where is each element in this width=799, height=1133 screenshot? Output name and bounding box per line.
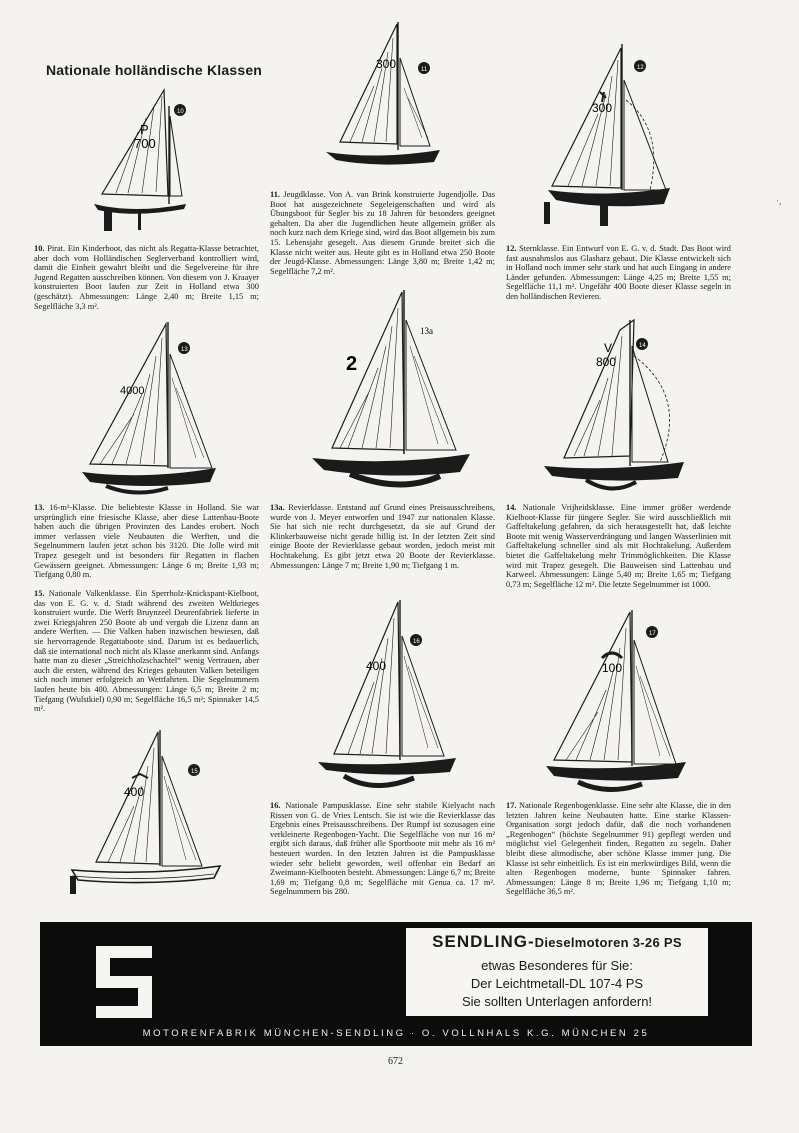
boat-number-badge: 15 — [191, 769, 198, 775]
sail-number: 400 — [124, 785, 145, 799]
description-14: 14. Nationale Vrijheidsklasse. Eine immer größer werdende Kielboot-Klasse für jüngere Segler. Sie wird ausschließlich mit Gaffeltakelung gefahren, da sich herausgestellt hat, daß leichte Boote mit wenig Wasserverdrängung und langen Wasserlinien mit Gaffeltakelung schneller sind als mit Hochtakelung. Außerdem bietet die Gaffeltakelung mehr Trimmöglichkeiten. Die Klasse wird mit Trapez gesegelt. Die Bauweisen sind Lattenbau und Karweel. Abmessungen: Länge 5,40 m; Breite 1,65 m; Tiefgang 0,73 m; Segelfläche 12 m². Die letzte Segelnummer ist 1000. — [506, 503, 732, 589]
ad-line-1: etwas Besonderes für Sie: — [481, 958, 633, 973]
sail-number: 100 — [602, 661, 623, 675]
sail-number: 2 — [346, 353, 358, 375]
description-15: 15. Nationale Valkenklasse. Ein Sperrholz-Knickspant-Kielboot, das von E. G. v. d. Stadt während des zweiten Weltkrieges konstruiert wurde. Die Werft Bruynzeel Deurenfabriek lieferte in zwei Kriegsjahren 250 Boote ab und vergab die Lizenz dann an andere Werften. — Die Valken haben inzwischen bewiesen, daß sie hervorragende Regattaboote sind. Darum ist es bedauerlich, daß sie international noch nicht als Klasse anerkannt sind. Anfangs hatte man zu dieser „Streichholzschachtel“ wenig Vertrauen, aber auch die ersten, während des Krieges gebauten Valken beteiligen sich noch immer erfolgreich an Wettfahrten. Die Segelnummern laufen heute bis 400. Abmessungen: Länge 6,5 m; Breite 2 m; Tiefgang (Wulstkiel) 0,90 m; Segelfläche 16,5 m²; Spinnaker 14,5 m². — [34, 589, 259, 714]
boat-number-badge: 17 — [649, 631, 656, 637]
boat-number-badge: 14 — [639, 343, 646, 349]
description-13a: 13a. Revierklasse. Entstand auf Grund eines Preisausschreibens, wurde von J. Meyer entworfen und 1947 zur nationalen Klasse. Sie hat sich nie recht durchgesetzt, da sie auf Grund der Klinkerbauweise nicht gerade billig ist. In der letzten Zeit sind einige Boote der Revierklasse gebaut worden, jedoch meist mit Hochtakelung. Es gibt jetzt etwa 20 Boote der Revierklasse. Abmessungen: Länge 7 m; Breite 1,90 m; Tiefgang 1 m. — [270, 503, 496, 570]
boat-number-label: 13a — [420, 326, 433, 336]
advertisement-banner — [40, 922, 752, 1046]
description-10: 10. Pirat. Ein Kinderboot, das nicht als Regatta-Klasse betrachtet, aber doch vom Holländischen Seglerverband kontrolliert wird, damit die Einheit gewahrt bleibt und die Segelvereine für ihre Jugend Regatten ausschreiben können. Von diesem von J. Kraayer konstruierten Boot laufen zur Zeit in Holland etwa 300 (geschätzt). Abmessungen: Länge 2,40 m; Breite 1,15 m; Segelfläche 3,3 m². — [34, 244, 260, 311]
brand-suffix: Dieselmotoren 3-26 PS — [534, 935, 682, 950]
ad-footer: MOTORENFABRIK MÜNCHEN-SENDLING · O. VOLLNHALS K.G. MÜNCHEN 25 — [142, 1028, 650, 1039]
ad-brand — [406, 932, 708, 952]
boat-number-badge: 11 — [421, 67, 428, 73]
edge-mark: ·, — [776, 196, 782, 206]
boat-number-badge: 16 — [413, 639, 420, 645]
sail-letter: P — [140, 122, 149, 137]
description-12: 12. Sternklasse. Ein Entwurf von E. G. v. d. Stadt. Das Boot wird fast ausnahmslos aus Glasharz gebaut. Die Klasse entwickelt sich in Holland noch immer sehr stark und hat auch Eingang in andere Länder gefunden. Abmessungen: Länge 4,25 m; Breite 1,55 m; Segelfläche 11,1 m². Ungefähr 400 Boote dieser Klasse segeln in den holländischen Revieren. — [506, 244, 731, 301]
boat-illustration-13a — [310, 286, 480, 496]
brand-name: SENDLING- — [432, 932, 535, 951]
boat-illustration-12 — [534, 40, 684, 235]
boat-number-badge: 13 — [181, 347, 188, 353]
ad-line-3: Sie sollten Unterlagen anfordern! — [461, 994, 653, 1009]
sail-number: 800 — [596, 355, 617, 369]
boat-number-badge: 12 — [637, 65, 644, 71]
sail-number: 700 — [134, 136, 156, 151]
page-title: Nationale holländische Klassen — [46, 62, 263, 78]
description-17: 17. Nationale Regenbogenklasse. Eine sehr alte Klasse, die in den letzten Jahren keine Neubauten hatte. Eine starke Klassen-Organisation sorgt jedoch dafür, daß die noch vorhandenen „Regenbogen“ (höchste Segelnummer 91) gepflegt werden und möglichst viel Gelegenheit finden, Regatten zu segeln. Daher bleibt diese altmodische, aber schöne Klasse immer jung. Die Klasse ist sehr einheitlich. Es ist ein merkwürdiges Bild, wenn die alten Regenbogen moderne, bunte Spinnaker fahren. Abmessungen: Länge 8 m; Breite 1,96 m; Tiefgang 1,10 m; Segelfläche 36,5 m². — [506, 801, 731, 897]
boat-illustration-14 — [542, 316, 692, 496]
boat-number-badge: 10 — [177, 109, 184, 115]
sail-number: 300 — [592, 101, 613, 115]
description-13: 13. 16-m²-Klasse. Die beliebteste Klasse in Holland. Sie war ursprünglich eine friesische Klasse, aber diese Lattenbau-Boote haben auch die übrigen Provinzen des Landes erobert. Noch immer verlassen viele Neubauten die Werften, und die Segelnummern laufen jetzt schon bis 3120. Die Jolle wird mit Trapez gesegelt und ist besonders für Regatten in flachen Gewässern geeignet. Abmessungen: Länge 6 m; Breite 1,93 m; Tiefgang 0,80 m. — [34, 503, 260, 580]
boat-illustration-11 — [318, 18, 442, 178]
sail-number: 4000 — [120, 385, 145, 397]
sail-number: 400 — [366, 659, 387, 673]
sail-number: 300 — [376, 57, 397, 71]
description-11: 11. Jeugdklasse. Von A. van Brink konstruierte Jugendjolle. Das Boot hat ausgezeichnete Segeleigenschaften und wird als Übungsboot für Segler bis zu 18 Jahren für besonders geeignet gehalten. Da aber die Jugendlichen heute allgemein größer als noch kurz nach dem Kriege sind, wird das Boot allgemein bis zum 15. Lebensjahr gesegelt. Aus diesem Grunde breitet sich die Klasse nicht weiter aus. Heute gibt es in Holland etwa 250 Boote der Jeugd-Klasse. Abmessungen: Länge 3,80 m; Breite 1,42 m; Segelfläche 7,2 m². — [270, 190, 495, 276]
description-16: 16. Nationale Pampusklasse. Eine sehr stabile Kielyacht nach Rissen von G. de Vries Lentsch. Sie ist wie die Revierklasse das Ergebnis eines Preisausschreibens. Der Rumpf ist sozusagen eine verkleinerte Regenbogen-Yacht. Die Segelfläche von nur 16 m² ergibt sich daraus, daß früher alle Sportboote mit mehr als 16 m² besteuert wurden. In den letzten Jahren ist die Pampusklasse wieder sehr beliebt geworden, weil offenbar ein Bedarf an Zweimann-Kielbooten besteht. Abmessungen: Länge 6,7 m; Breite 1,69 m; Tiefgang 0,8 m; Segelfläche mit Genua ca. 17 m². Segelnummern bis 280. — [270, 801, 495, 897]
page-number: 672 — [388, 1056, 403, 1067]
boat-illustration-10 — [84, 86, 194, 236]
boat-illustration-16 — [314, 596, 474, 796]
boat-illustration-15 — [68, 726, 228, 902]
ad-text-panel — [406, 928, 708, 1016]
sail-letter: V — [604, 341, 613, 355]
ad-line-2: Der Leichtmetall-DL 107-4 PS — [470, 976, 644, 991]
boat-illustration-17 — [542, 606, 692, 796]
sendling-logo — [92, 942, 156, 1022]
boat-illustration-13 — [76, 318, 226, 498]
